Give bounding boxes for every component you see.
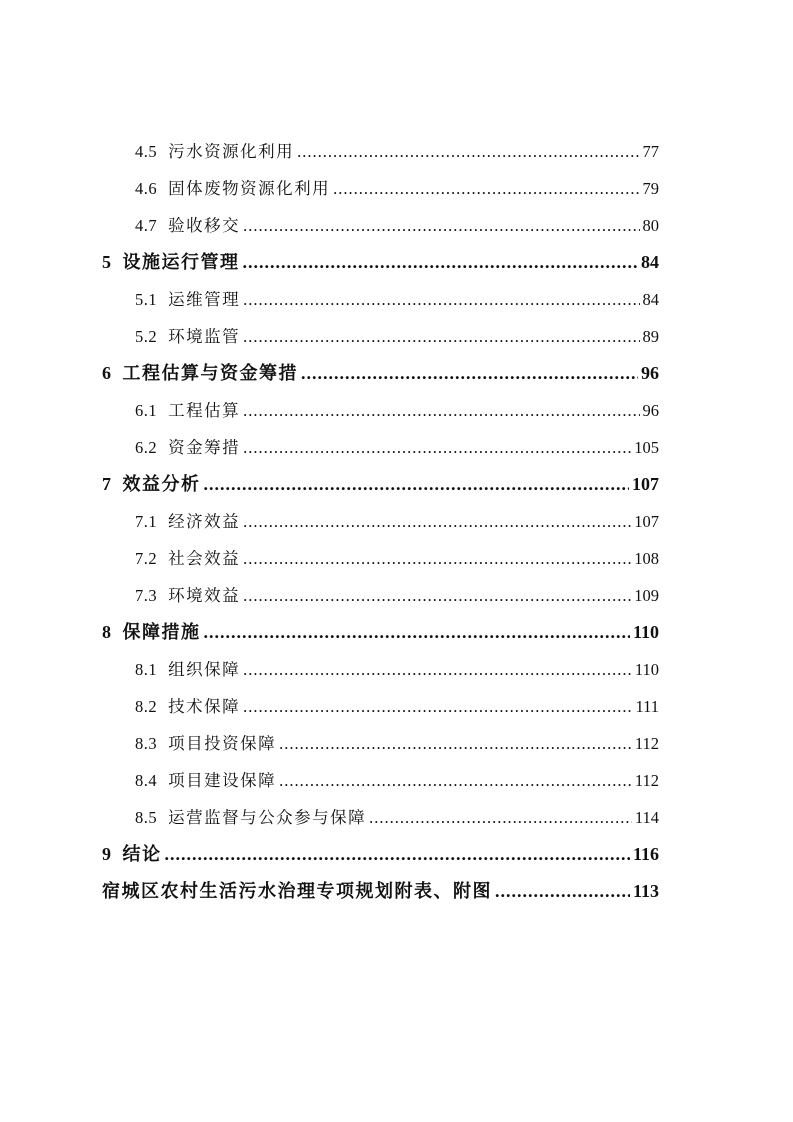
dot-leader <box>243 207 639 244</box>
toc-entry-title: 验收移交 <box>168 216 241 235</box>
toc-entry-title: 运营监督与公众参与保障 <box>168 808 367 827</box>
toc-entry-number: 4.5 <box>135 142 158 161</box>
toc-entry <box>102 836 659 873</box>
toc-entry-title: 效益分析 <box>122 474 201 494</box>
table-of-contents <box>102 133 659 910</box>
dot-leader <box>243 503 631 540</box>
dot-leader <box>204 466 630 503</box>
toc-entry-title: 技术保障 <box>168 697 241 716</box>
toc-entry-page: 109 <box>634 586 659 605</box>
toc-entry-number: 5.1 <box>135 290 158 309</box>
toc-entry <box>102 725 659 762</box>
dot-leader <box>301 355 638 392</box>
toc-entry-page: 110 <box>632 622 659 642</box>
toc-entry-number: 8.1 <box>135 660 158 679</box>
toc-entry <box>102 688 659 725</box>
toc-entry-page: 96 <box>641 363 659 383</box>
toc-entry-title: 经济效益 <box>168 512 241 531</box>
toc-entry <box>102 429 659 466</box>
toc-entry-title: 污水资源化利用 <box>168 142 295 161</box>
toc-entry <box>102 614 659 651</box>
toc-entry-title: 项目投资保障 <box>168 734 277 753</box>
toc-entry-number: 7.1 <box>135 512 158 531</box>
toc-entry-page: 111 <box>635 697 659 716</box>
toc-entry-number: 4.7 <box>135 216 158 235</box>
dot-leader <box>333 170 639 207</box>
dot-leader <box>279 725 632 762</box>
toc-entry-page: 113 <box>632 881 659 901</box>
toc-entry <box>102 170 659 207</box>
toc-entry-title: 环境效益 <box>168 586 241 605</box>
toc-entry-page: 112 <box>634 771 659 790</box>
toc-entry <box>102 577 659 614</box>
toc-entry <box>102 318 659 355</box>
toc-entry <box>102 503 659 540</box>
dot-leader <box>204 614 630 651</box>
dot-leader <box>279 762 632 799</box>
toc-entry-number: 5.2 <box>135 327 158 346</box>
toc-entry-page: 112 <box>634 734 659 753</box>
toc-entry-number: 7.2 <box>135 549 158 568</box>
dot-leader <box>243 281 639 318</box>
toc-entry-number: 7.3 <box>135 586 158 605</box>
toc-entry-title: 运维管理 <box>168 290 241 309</box>
toc-entry-page: 116 <box>632 844 659 864</box>
toc-entry-title: 环境监管 <box>168 327 241 346</box>
toc-entry-page: 84 <box>641 252 659 272</box>
toc-entry-number: 8.2 <box>135 697 158 716</box>
toc-entry <box>102 355 659 392</box>
toc-entry-page: 80 <box>642 216 659 235</box>
dot-leader <box>297 133 639 170</box>
toc-entry-number: 9 <box>102 844 112 864</box>
toc-entry-page: 77 <box>642 142 659 161</box>
toc-entry-page: 114 <box>634 808 659 827</box>
toc-entry-title: 工程估算与资金筹措 <box>122 363 298 383</box>
toc-entry-title: 组织保障 <box>168 660 241 679</box>
toc-entry-number: 7 <box>102 474 112 494</box>
toc-entry-title: 工程估算 <box>168 401 241 420</box>
dot-leader <box>369 799 632 836</box>
toc-entry <box>102 392 659 429</box>
toc-entry-page: 107 <box>632 474 659 494</box>
toc-entry-title: 社会效益 <box>168 549 241 568</box>
toc-entry <box>102 540 659 577</box>
dot-leader <box>495 873 630 910</box>
toc-entry-number: 8.3 <box>135 734 158 753</box>
toc-entry <box>102 281 659 318</box>
toc-entry-page: 84 <box>642 290 659 309</box>
toc-entry-number: 6.2 <box>135 438 158 457</box>
toc-entry <box>102 244 659 281</box>
dot-leader <box>243 392 639 429</box>
toc-entry <box>102 207 659 244</box>
toc-entry-title: 设施运行管理 <box>122 252 240 272</box>
dot-leader <box>243 540 631 577</box>
toc-entry <box>102 762 659 799</box>
toc-entry-number: 8.4 <box>135 771 158 790</box>
toc-entry <box>102 466 659 503</box>
toc-entry-page: 96 <box>642 401 659 420</box>
toc-entry-title: 保障措施 <box>122 622 201 642</box>
toc-entry-number: 6 <box>102 363 112 383</box>
toc-entry-title: 项目建设保障 <box>168 771 277 790</box>
toc-entry-page: 79 <box>642 179 659 198</box>
toc-entry-number: 5 <box>102 252 112 272</box>
toc-entry-page: 105 <box>634 438 659 457</box>
toc-entry-page: 110 <box>634 660 659 679</box>
toc-entry-number: 4.6 <box>135 179 158 198</box>
toc-entry-number: 6.1 <box>135 401 158 420</box>
dot-leader <box>243 429 631 466</box>
dot-leader <box>243 651 632 688</box>
toc-entry-number: 8.5 <box>135 808 158 827</box>
dot-leader <box>243 244 639 281</box>
dot-leader <box>243 577 631 614</box>
toc-entry-title: 资金筹措 <box>168 438 241 457</box>
toc-entry <box>102 133 659 170</box>
toc-entry-title: 结论 <box>122 844 162 864</box>
toc-entry-page: 89 <box>642 327 659 346</box>
dot-leader <box>165 836 630 873</box>
dot-leader <box>243 688 632 725</box>
toc-entry-number: 8 <box>102 622 112 642</box>
dot-leader <box>243 318 639 355</box>
toc-entry <box>102 651 659 688</box>
toc-entry <box>102 799 659 836</box>
toc-entry-title: 固体废物资源化利用 <box>168 179 331 198</box>
toc-entry <box>102 873 659 910</box>
toc-entry-page: 107 <box>634 512 659 531</box>
toc-entry-title: 宿城区农村生活污水治理专项规划附表、附图 <box>102 881 492 901</box>
toc-entry-page: 108 <box>634 549 659 568</box>
